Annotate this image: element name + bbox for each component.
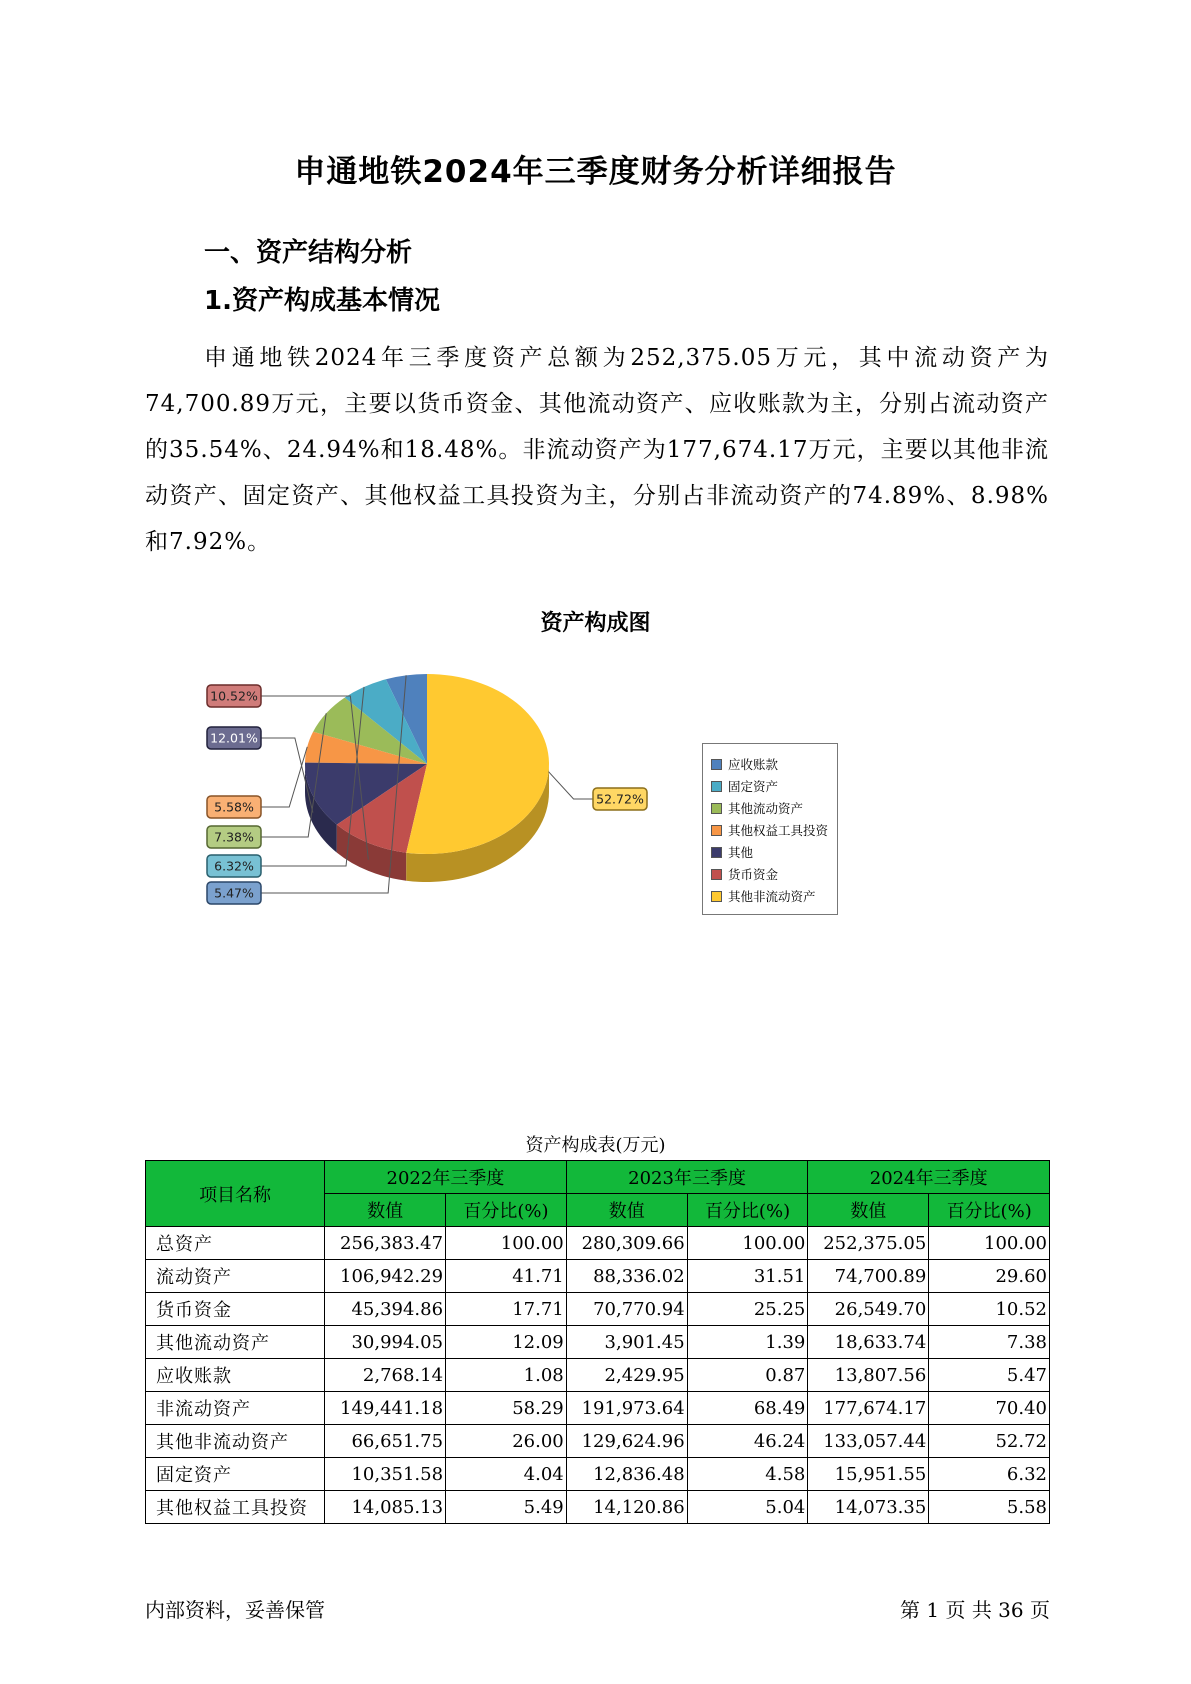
header-value: 数值: [808, 1194, 929, 1227]
cell-value: 2,429.95: [566, 1359, 687, 1392]
cell-value: 191,973.64: [566, 1392, 687, 1425]
legend-label: 其他: [728, 845, 754, 860]
data-label: 12.01%: [210, 730, 258, 746]
table-row: [146, 1392, 1050, 1425]
legend-item: [711, 841, 837, 863]
asset-table: [145, 1160, 1050, 1524]
footer-confidential: 内部资料，妥善保管: [145, 1598, 325, 1622]
cell-value: 30,994.05: [325, 1326, 446, 1359]
header-period-2024: 2024年三季度: [808, 1161, 1050, 1194]
cell-percent: 46.24: [687, 1425, 808, 1458]
leader-line: [549, 772, 593, 799]
table-row: [146, 1293, 1050, 1326]
cell-value: 252,375.05: [808, 1227, 929, 1260]
cell-percent: 31.51: [687, 1260, 808, 1293]
cell-percent: 7.38: [929, 1326, 1050, 1359]
header-value: 数值: [566, 1194, 687, 1227]
data-label: 5.47%: [214, 885, 254, 901]
table-row: [146, 1326, 1050, 1359]
row-name: 非流动资产: [146, 1392, 325, 1425]
cell-value: 177,674.17: [808, 1392, 929, 1425]
legend-label: 固定资产: [728, 779, 779, 794]
cell-percent: 4.04: [446, 1458, 567, 1491]
leader-line: [261, 747, 307, 807]
cell-percent: 5.04: [687, 1491, 808, 1524]
cell-value: 70,770.94: [566, 1293, 687, 1326]
cell-value: 14,120.86: [566, 1491, 687, 1524]
header-period-2023: 2023年三季度: [566, 1161, 808, 1194]
legend-label: 其他权益工具投资: [728, 823, 829, 838]
cell-percent: 68.49: [687, 1392, 808, 1425]
cell-value: 149,441.18: [325, 1392, 446, 1425]
cell-percent: 29.60: [929, 1260, 1050, 1293]
legend-swatch: [711, 825, 722, 836]
table-row: [146, 1260, 1050, 1293]
row-name: 货币资金: [146, 1293, 325, 1326]
table-row: [146, 1458, 1050, 1491]
legend-item: [711, 863, 837, 885]
table-row: [146, 1491, 1050, 1524]
cell-value: 45,394.86: [325, 1293, 446, 1326]
legend-label: 其他非流动资产: [728, 889, 816, 904]
cell-percent: 5.58: [929, 1491, 1050, 1524]
cell-value: 14,085.13: [325, 1491, 446, 1524]
cell-percent: 100.00: [929, 1227, 1050, 1260]
header-pct: 百分比(%): [687, 1194, 808, 1227]
cell-value: 129,624.96: [566, 1425, 687, 1458]
legend-swatch: [711, 847, 722, 858]
cell-percent: 0.87: [687, 1359, 808, 1392]
cell-percent: 70.40: [929, 1392, 1050, 1425]
row-name: 其他权益工具投资: [146, 1491, 325, 1524]
legend-swatch: [711, 869, 722, 880]
cell-value: 133,057.44: [808, 1425, 929, 1458]
cell-value: 66,651.75: [325, 1425, 446, 1458]
cell-percent: 52.72: [929, 1425, 1050, 1458]
data-label: 7.38%: [214, 829, 254, 845]
subsection-heading: 1.资产构成基本情况: [204, 286, 440, 316]
cell-value: 280,309.66: [566, 1227, 687, 1260]
header-value: 数值: [325, 1194, 446, 1227]
legend-item: [711, 753, 837, 775]
chart-title: 资产构成图: [540, 611, 651, 636]
table-row: [146, 1425, 1050, 1458]
legend-item: [711, 797, 837, 819]
cell-value: 106,942.29: [325, 1260, 446, 1293]
legend-swatch: [711, 781, 722, 792]
cell-percent: 4.58: [687, 1458, 808, 1491]
data-label: 52.72%: [596, 791, 644, 807]
header-pct: 百分比(%): [446, 1194, 567, 1227]
report-title: 申通地铁2024年三季度财务分析详细报告: [294, 154, 897, 190]
table-caption: 资产构成表(万元): [525, 1135, 666, 1156]
row-name: 应收账款: [146, 1359, 325, 1392]
cell-percent: 100.00: [687, 1227, 808, 1260]
footer-page-number: 第 1 页 共 36 页: [900, 1598, 1050, 1622]
row-name: 流动资产: [146, 1260, 325, 1293]
row-name: 固定资产: [146, 1458, 325, 1491]
cell-percent: 12.09: [446, 1326, 567, 1359]
cell-percent: 1.08: [446, 1359, 567, 1392]
cell-percent: 100.00: [446, 1227, 567, 1260]
cell-value: 3,901.45: [566, 1326, 687, 1359]
data-label: 5.58%: [214, 799, 254, 815]
cell-value: 2,768.14: [325, 1359, 446, 1392]
header-period-2022: 2022年三季度: [325, 1161, 567, 1194]
section-heading: 一、资产结构分析: [204, 238, 413, 268]
legend-swatch: [711, 891, 722, 902]
cell-value: 26,549.70: [808, 1293, 929, 1326]
header-item-name: 项目名称: [146, 1161, 325, 1227]
chart-legend: [702, 743, 838, 915]
cell-value: 12,836.48: [566, 1458, 687, 1491]
cell-percent: 10.52: [929, 1293, 1050, 1326]
cell-value: 88,336.02: [566, 1260, 687, 1293]
data-label: 6.32%: [214, 858, 254, 874]
table-row: [146, 1359, 1050, 1392]
row-name: 其他非流动资产: [146, 1425, 325, 1458]
cell-percent: 1.39: [687, 1326, 808, 1359]
legend-swatch: [711, 759, 722, 770]
cell-value: 14,073.35: [808, 1491, 929, 1524]
legend-item: [711, 775, 837, 797]
cell-value: 256,383.47: [325, 1227, 446, 1260]
cell-percent: 26.00: [446, 1425, 567, 1458]
legend-label: 货币资金: [728, 867, 779, 882]
legend-label: 其他流动资产: [728, 801, 804, 816]
data-label: 10.52%: [210, 688, 258, 704]
cell-percent: 6.32: [929, 1458, 1050, 1491]
row-name: 其他流动资产: [146, 1326, 325, 1359]
row-name: 总资产: [146, 1227, 325, 1260]
body-paragraph: 申通地铁2024年三季度资产总额为252,375.05万元，其中流动资产为74,700.89万元，主要以货币资金、其他流动资产、应收账款为主，分别占流动资产的35.54%、24.94%和18.48%。非流动资产为177,674.17万元，主要以其他非流动资产、固定资产、其他权益工具投资为主，分别占非流动资产的74.89%、8.98%和7.92%。: [145, 345, 1049, 555]
cell-percent: 25.25: [687, 1293, 808, 1326]
cell-value: 15,951.55: [808, 1458, 929, 1491]
cell-percent: 5.49: [446, 1491, 567, 1524]
legend-label: 应收账款: [728, 757, 779, 772]
cell-value: 10,351.58: [325, 1458, 446, 1491]
cell-percent: 5.47: [929, 1359, 1050, 1392]
cell-value: 74,700.89: [808, 1260, 929, 1293]
legend-item: [711, 819, 837, 841]
header-pct: 百分比(%): [929, 1194, 1050, 1227]
table-row: [146, 1227, 1050, 1260]
cell-percent: 58.29: [446, 1392, 567, 1425]
cell-percent: 41.71: [446, 1260, 567, 1293]
cell-value: 13,807.56: [808, 1359, 929, 1392]
cell-value: 18,633.74: [808, 1326, 929, 1359]
legend-item: [711, 885, 837, 907]
legend-swatch: [711, 803, 722, 814]
cell-percent: 17.71: [446, 1293, 567, 1326]
